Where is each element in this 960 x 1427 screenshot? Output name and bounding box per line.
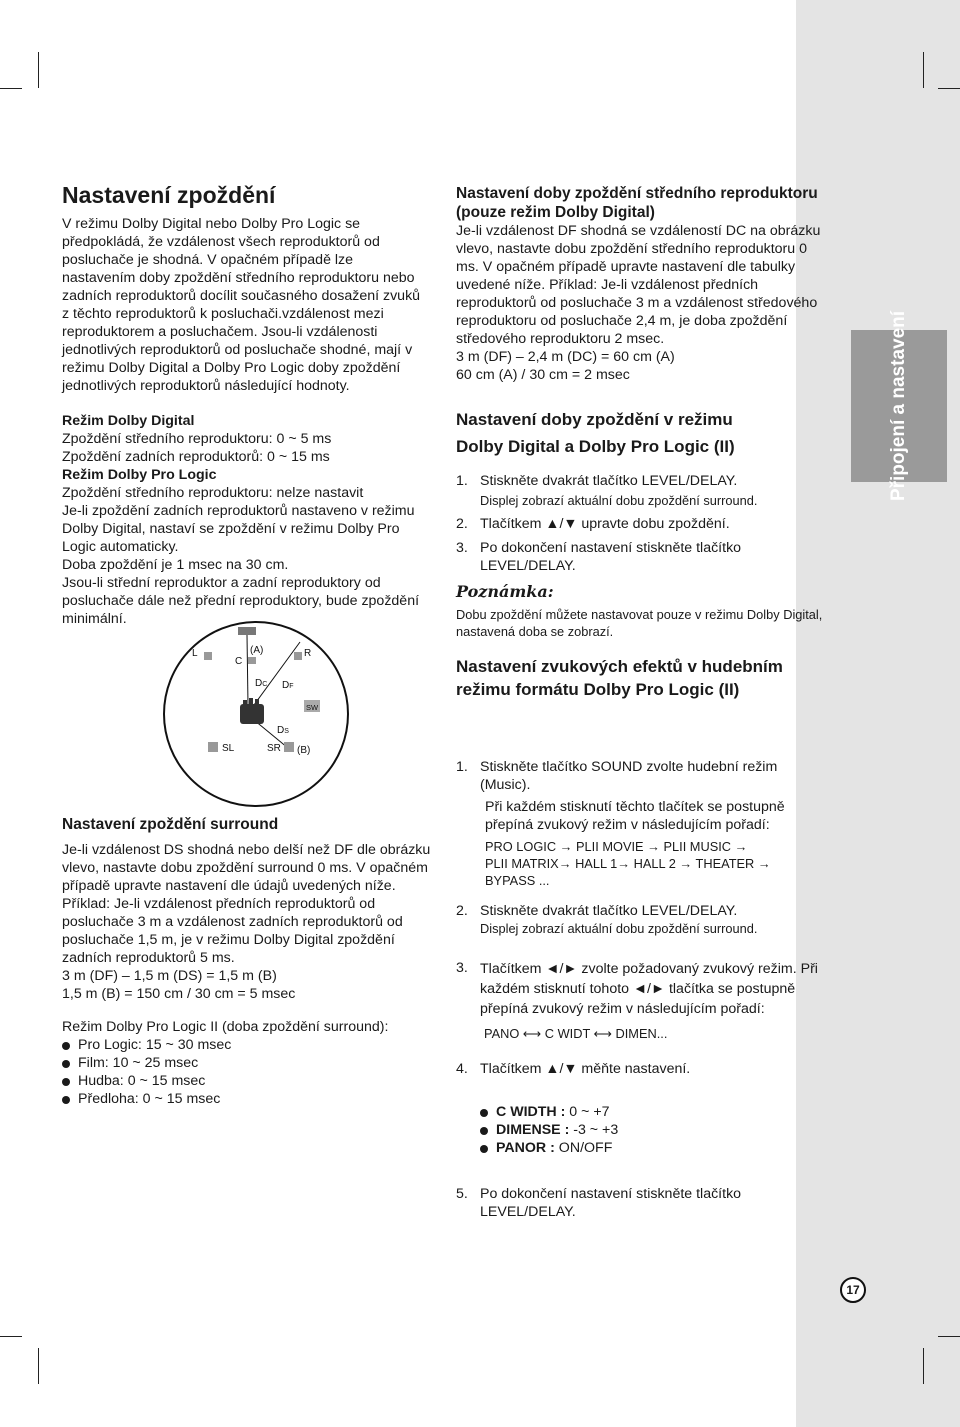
param-label: DIMENSE :: [496, 1122, 570, 1138]
left-column-top: [62, 181, 422, 628]
step-text: Po dokončení nastavení stiskněte tlačítko LEVEL/DELAY.: [480, 540, 742, 574]
label-SR: SR: [267, 743, 281, 754]
step-text: Stiskněte dvakrát tlačítko LEVEL/DELAY.: [480, 903, 738, 919]
mode-sequence-1: PRO LOGIC → PLII MOVIE → PLII MUSIC →: [485, 839, 748, 854]
right-column-top: [456, 184, 830, 701]
list-item: [480, 1139, 830, 1157]
step-number: 2.: [456, 516, 468, 532]
center-delay-paragraph: Je-li vzdálenost DF shodná se vzdáleností DC na obrázku vlevo, nastavte dobu zpoždění středního reproduktoru 0 ms. V opačném případě upravte nastavení dle tabulky uvedené níže. Příklad: Je-li vzdálenost předních reproduktorů od posluchače 3 m a vzdálenost středového reproduktoru od posluchače 2,4 m, je doba zpoždění středového reproduktoru 2 msec.: [456, 223, 821, 347]
line-center: [247, 635, 248, 705]
label-DS-main: D: [277, 725, 285, 736]
surround-paragraph: Je-li vzdálenost DS shodná nebo delší než DF dle obrázku vlevo, nastavte dobu zpoždění surround 0 ms. V opačném případě upravte nastavení dle údajů uvedených níže. Příklad: Je-li vzdálenost předních reproduktorů od posluchače 3 m a vzdálenost zadních reproduktorů od posluchače 1,5 m, je v režimu Dolby Digital zpoždění zadních reproduktorů 5 ms.: [62, 842, 431, 966]
center-delay-title: Nastavení doby zpoždění středního reproduktoru (pouze režim Dolby Digital): [456, 185, 818, 221]
section-tab-label: Připojení a nastavení: [888, 310, 910, 502]
speaker-front-left: [204, 652, 212, 660]
label-DF-main: D: [282, 680, 290, 691]
crop-mark: [923, 1348, 924, 1384]
dd-rear-delay: Zpoždění zadních reproduktorů: 0 ~ 15 ms: [62, 449, 330, 465]
step-subtext: Displej zobrazí aktuální dobu zpoždění surround.: [480, 493, 758, 508]
crop-mark: [938, 1336, 960, 1337]
step-number: 3.: [456, 960, 468, 976]
list-item: Předloha: 0 ~ 15 msec: [62, 1090, 436, 1108]
section-tab-label-wrap: [851, 310, 947, 502]
crop-mark: [0, 1336, 22, 1337]
crop-mark: [938, 88, 960, 89]
step-text: Stiskněte tlačítko SOUND zvolte hudební režim (Music).: [480, 759, 778, 793]
list-item: Pro Logic: 15 ~ 30 msec: [62, 1036, 436, 1054]
pl-rear-delay: Je-li zpoždění zadních reproduktorů nastaveno v režimu Dolby Digital, nastaví se zpoždění v režimu Dolby Pro Logic automaticky.: [62, 503, 415, 555]
surround-calc-2: 1,5 m (B) = 150 cm / 30 cm = 5 msec: [62, 986, 296, 1002]
label-DS: [277, 725, 289, 736]
speaker-surround-right: [284, 742, 294, 752]
label-DC-sub: C: [262, 681, 268, 688]
dolby-digital-heading: Režim Dolby Digital: [62, 413, 195, 429]
intro-text-2: Jsou-li vzdálenosti jednotlivých reproduktorů od posluchače shodné, mají v režimu Dolby Digital a Dolby Pro Logic doby zpoždění jednotlivých reproduktorů následující hodnoty.: [62, 324, 413, 394]
step-item: [456, 515, 830, 533]
step-item: [456, 1185, 830, 1221]
crop-mark: [923, 52, 924, 88]
param-value: ON/OFF: [554, 1140, 613, 1156]
param-value: -3 ~ +3: [569, 1122, 619, 1138]
intro-text-1: V režimu Dolby Digital nebo Dolby Pro Logic se předpokládá, že vzdálenost všech reproduktorů od posluchače je shodná. V opačném případě lze nastavením doby zpoždění středního reproduktoru nebo zadních reproduktorů docílit současného dosažení zvuků z těchto reproduktorů k posluchači.vzdálenost mezi reproduktorem a posluchačem.: [62, 216, 421, 340]
label-A: (A): [250, 645, 264, 656]
step-text: Stiskněte dvakrát tlačítko LEVEL/DELAY.: [480, 473, 738, 489]
label-R: R: [304, 648, 312, 659]
label-DF: [282, 680, 294, 691]
list-item: [480, 1121, 830, 1139]
step-number: 2.: [456, 903, 468, 919]
step-number: 5.: [456, 1186, 468, 1202]
speaker-surround-left: [208, 742, 218, 752]
step-number: 4.: [456, 1061, 468, 1077]
param-value: 0 ~ +7: [565, 1104, 610, 1120]
pl-center-delay: Zpoždění středního reproduktoru: nelze nastavit: [62, 485, 364, 501]
surround-title: Nastavení zpoždění surround: [62, 816, 279, 833]
listener-icon: [240, 698, 264, 724]
step-item: [456, 472, 830, 509]
mode-sequence-2: PLII MATRIX→ HALL 1→ HALL 2 → THEATER →: [485, 856, 771, 871]
center-calc-2: 60 cm (A) / 30 cm = 2 msec: [456, 367, 630, 383]
list-item: Hudba: 0 ~ 15 msec: [62, 1072, 436, 1090]
list-item: Film: 10 ~ 25 msec: [62, 1054, 436, 1072]
step-item: [456, 959, 830, 1042]
step-subtext: Displej zobrazí aktuální dobu zpoždění surround.: [480, 921, 758, 936]
step-text: Tlačítkem ▲/▼ upravte dobu zpoždění.: [480, 516, 730, 532]
speaker-center: [238, 627, 256, 635]
mode-sequence: PANO ⟷ C WIDT ⟷ DIMEN...: [484, 1026, 668, 1041]
crop-mark: [38, 52, 39, 88]
delay-setting-title-1: Nastavení doby zpoždění v režimu: [456, 410, 733, 429]
step-text: Tlačítkem ◄/► zvolte požadovaný zvukový režim. Při každém stisknutí tohoto ◄/► tlačítka se postupně přepíná zvukový režim v následujícím pořadí:: [480, 961, 818, 1017]
label-DC-main: D: [255, 678, 263, 689]
step-item: [456, 758, 830, 889]
speaker-layout-diagram: [160, 620, 360, 810]
step-item: [456, 902, 830, 937]
effects-title: Nastavení zvukových efektů v hudebním režimu formátu Dolby Pro Logic (II): [456, 657, 783, 699]
step-text: Po dokončení nastavení stiskněte tlačítko LEVEL/DELAY.: [480, 1186, 742, 1220]
crop-mark: [38, 1348, 39, 1384]
pl-distance-note: Jsou-li střední reproduktor a zadní reproduktory od posluchače dále než přední reproduktory, bude zpoždění minimální.: [62, 575, 420, 627]
pl2-list: [62, 1036, 436, 1108]
step-item: [456, 1060, 830, 1078]
delay-rate: Doba zpoždění je 1 msec na 30 cm.: [62, 557, 289, 573]
intro-paragraph-1: [62, 215, 422, 395]
label-B: (B): [297, 745, 311, 756]
speaker-front-right: [294, 652, 302, 660]
param-label: C WIDTH :: [496, 1104, 566, 1120]
left-column-bottom: [62, 815, 436, 1108]
label-SW: SW: [306, 703, 319, 712]
step-number: 1.: [456, 759, 468, 775]
param-label: PANOR :: [496, 1140, 555, 1156]
param-list: [480, 1103, 830, 1157]
label-L: L: [192, 648, 198, 659]
crop-mark: [0, 88, 22, 89]
pl2-heading: Režim Dolby Pro Logic II (doba zpoždění surround):: [62, 1019, 389, 1035]
speaker-c: [248, 657, 256, 664]
surround-calc-1: 3 m (DF) – 1,5 m (DS) = 1,5 m (B): [62, 968, 277, 984]
label-SL: SL: [222, 743, 235, 754]
note-title: Poznámka:: [456, 582, 554, 601]
pro-logic-heading: Režim Dolby Pro Logic: [62, 467, 217, 483]
label-DF-sub: F: [289, 683, 294, 690]
list-item: [480, 1103, 830, 1121]
step-item: [456, 539, 830, 575]
delay-setting-title-2: Dolby Digital a Dolby Pro Logic (II): [456, 437, 735, 456]
step-text: Tlačítkem ▲/▼ měňte nastavení.: [480, 1061, 691, 1077]
dd-center-delay: Zpoždění středního reproduktoru: 0 ~ 5 ms: [62, 431, 332, 447]
step-subtext: Při každém stisknutí těchto tlačítek se postupně přepíná zvukový režim v následujícím pořadí:: [485, 799, 785, 833]
page-title: Nastavení zpoždění: [62, 182, 276, 208]
mode-sequence-3: BYPASS ...: [485, 873, 550, 888]
note-text: Dobu zpoždění můžete nastavovat pouze v režimu Dolby Digital, nastavená doba se zobrazí.: [456, 607, 823, 639]
center-calc-1: 3 m (DF) – 2,4 m (DC) = 60 cm (A): [456, 349, 675, 365]
label-C: C: [235, 656, 243, 667]
label-DS-sub: S: [284, 728, 289, 735]
page-number: 17: [840, 1277, 866, 1303]
step-number: 1.: [456, 473, 468, 489]
step-number: 3.: [456, 540, 468, 556]
right-column-bottom: [456, 758, 830, 1221]
label-DC: [255, 678, 267, 689]
